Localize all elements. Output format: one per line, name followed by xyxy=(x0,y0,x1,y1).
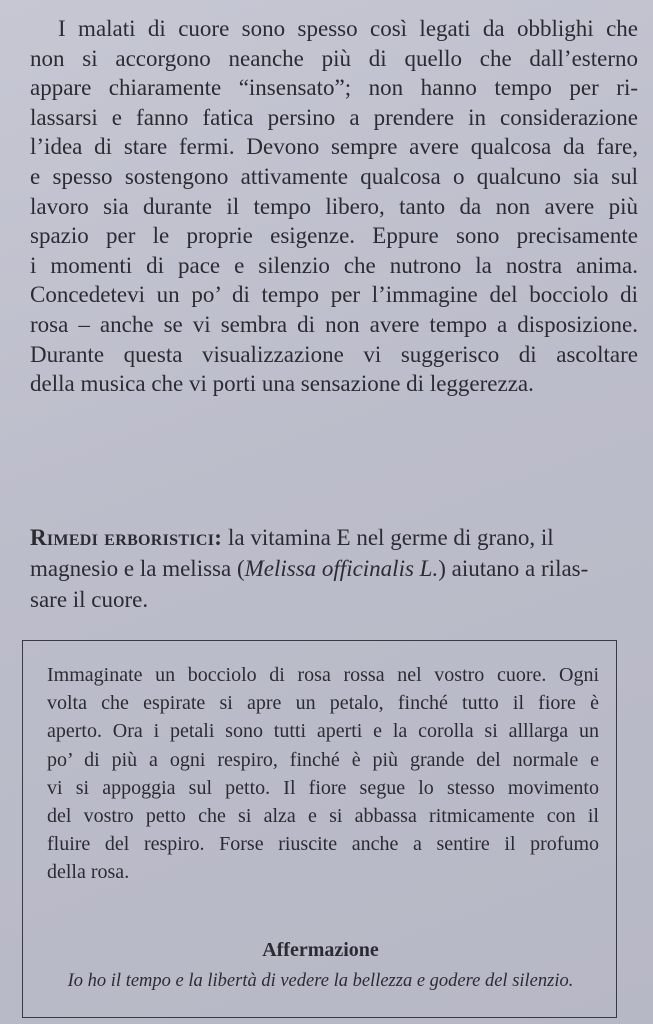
box-line: volta che espirate si apre un petalo, finché tutto il fiore è xyxy=(47,692,599,715)
paragraph-line: rosa – anche se vi sembra di non avere tempo a disposizione. xyxy=(30,311,638,337)
affirmation-title: Affermazione xyxy=(262,939,379,961)
box-line: fluire del respiro. Forse riuscite anche a sentire il profumo xyxy=(47,833,599,856)
visualization-box xyxy=(22,640,617,1018)
paragraph-line: non si accorgono neanche più di quello che dall’esterno xyxy=(30,45,638,71)
paragraph-line: lavoro sia durante il tempo libero, tanto da non avere più xyxy=(30,193,638,219)
paragraph-line: e spesso sostengono attivamente qualcosa o qualcuno sia sul xyxy=(30,163,638,189)
paragraph-line: i momenti di pace e silenzio che nutrono la nostra anima. xyxy=(30,252,638,278)
remedies-text-before: la vitamina E nel germe di grano, il magnesio e la melissa ( xyxy=(30,525,554,581)
remedies-text-after: ) aiutano a rilas-sare il cuore. xyxy=(30,556,589,612)
paragraph-line: l’idea di stare fermi. Devono sempre avere qualcosa da fare, xyxy=(30,134,638,160)
paragraph-line: Concedetevi un po’ di tempo per l’immagine del bocciolo di xyxy=(30,282,638,308)
visualization-text xyxy=(47,661,599,887)
remedies-heading: Rimedi erboristici: xyxy=(30,525,223,550)
box-line: del vostro petto che si alza e si abbassa ritmicamente con il xyxy=(47,804,599,827)
paragraph-line: della musica che vi porti una sensazione di leggerezza. xyxy=(30,371,534,397)
box-line: vi si appoggia sul petto. Il fiore segue lo stesso movimento xyxy=(47,776,599,799)
paragraph-line: lassarsi e fanno fatica persino a prendere in considerazione xyxy=(30,104,638,130)
affirmation-text: Io ho il tempo e la libertà di vedere la bellezza e godere del silenzio. xyxy=(67,971,574,991)
remedies-latin-name: Melissa officinalis L. xyxy=(244,556,439,581)
box-line: aperto. Ora i petali sono tutti aperti e la corolla si alllarga un xyxy=(47,720,599,743)
box-line: della rosa. xyxy=(47,861,130,884)
paragraph-line: spazio per le proprie esigenze. Eppure sono precisamente xyxy=(30,223,638,249)
paragraph-line: appare chiaramente “insensato”; non hanno tempo per ri- xyxy=(30,75,638,101)
paragraph-line: Durante questa visualizzazione vi suggerisco di ascoltare xyxy=(30,341,638,367)
body-paragraph xyxy=(30,14,638,399)
paragraph-line: I malati di cuore sono spesso così legati da obblighi che xyxy=(58,16,638,41)
box-line: po’ di più a ogni respiro, finché è più grande del normale e xyxy=(47,748,599,771)
herbal-remedies-paragraph xyxy=(30,522,624,615)
box-line: Immaginate un bocciolo di rosa rossa nel vostro cuore. Ogni xyxy=(47,664,599,686)
